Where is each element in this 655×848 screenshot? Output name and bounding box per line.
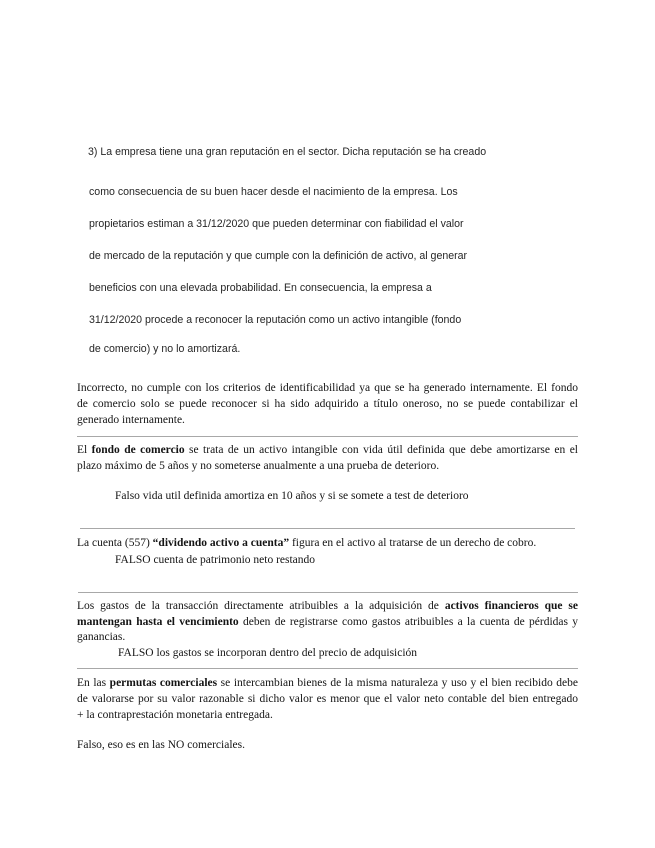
statement-answer: FALSO los gastos se incorporan dentro del precio de adquisición (118, 647, 418, 659)
bold-term: permutas comerciales (109, 677, 218, 689)
bold-term: fondo de comercio (91, 444, 185, 456)
statement-line (77, 598, 578, 614)
question-line: 3) La empresa tiene una gran reputación en el sector. Dicha reputación se ha creado (88, 146, 487, 158)
question-line: 31/12/2020 procede a reconocer la reputación como un activo intangible (fondo (89, 314, 462, 326)
text-segment: En las (77, 677, 110, 689)
statement-line (77, 535, 578, 551)
divider (78, 592, 578, 593)
question-line: de comercio) y no lo amortizará. (89, 343, 241, 355)
text-segment: Los gastos de la transacción directamente atribuibles a la adquisición de (77, 600, 445, 612)
answer-line: Incorrecto, no cumple con los criterios de identificabilidad ya que se ha generado internamente. El fondo (77, 382, 578, 394)
question-line: de mercado de la reputación y que cumple con la definición de activo, al generar (89, 250, 468, 262)
text-segment: El (77, 444, 92, 456)
answer-line: generado internamente. (77, 414, 185, 426)
divider (77, 436, 578, 437)
statement-answer: Falso, eso es en las NO comerciales. (77, 739, 245, 751)
text-segment: figura en el activo al tratarse de un derecho de cobro. (289, 537, 537, 549)
bold-term: activos financieros que se (444, 600, 579, 612)
question-line: propietarios estiman a 31/12/2020 que pueden determinar con fiabilidad el valor (89, 218, 464, 230)
question-line: como consecuencia de su buen hacer desde el nacimiento de la empresa. Los (89, 186, 458, 198)
bold-term: “dividendo activo a cuenta” (152, 537, 290, 549)
statement-answer: Falso vida util definida amortiza en 10 años y si se somete a test de deterioro (115, 490, 469, 502)
question-line: beneficios con una elevada probabilidad. En consecuencia, la empresa a (89, 282, 432, 294)
statement-line: de valorarse por su valor razonable si dicho valor es menor que el valor neto contable del bien entregado (77, 693, 578, 705)
divider (80, 528, 575, 529)
statement-line: ganancias. (77, 631, 126, 643)
statement-answer: FALSO cuenta de patrimonio neto restando (115, 554, 316, 566)
statement-line (77, 675, 578, 691)
text-segment: La cuenta (557) (77, 537, 153, 549)
statement-line (77, 442, 578, 458)
statement-line (77, 614, 578, 630)
statement-line: plazo máximo de 5 años y no someterse anualmente a una prueba de deterioro. (77, 460, 440, 472)
divider (77, 668, 578, 669)
text-segment: deben de registrarse como gastos atribuibles a la cuenta de pérdidas y (238, 616, 578, 628)
answer-line: de comercio solo se puede reconocer si ha sido adquirido a título oneroso, no se puede contabilizar el (77, 398, 578, 410)
text-segment: se intercambian bienes de la misma naturaleza y uso y el bien recibido debe (217, 677, 578, 689)
text-segment: se trata de un activo intangible con vida útil definida que debe amortizarse en el (184, 444, 578, 456)
statement-line: + la contraprestación monetaria entregada. (77, 709, 273, 721)
bold-term: mantengan hasta el vencimiento (77, 616, 239, 628)
